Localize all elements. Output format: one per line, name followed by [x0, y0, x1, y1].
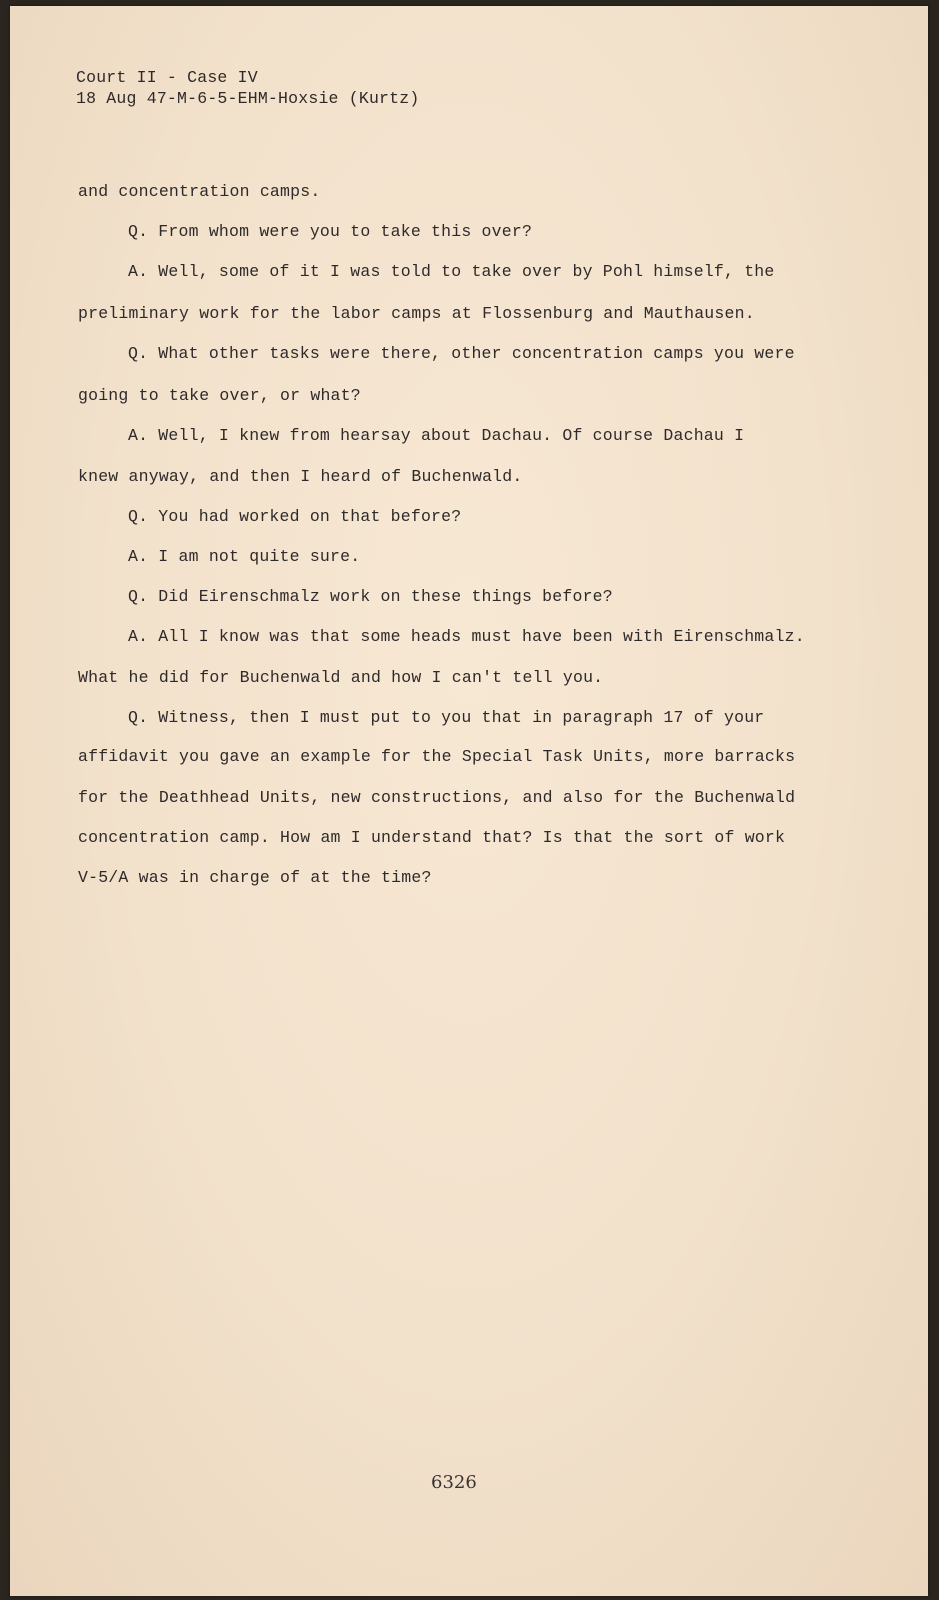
transcript-line: preliminary work for the labor camps at Flossenburg and Mauthausen. [78, 304, 755, 323]
question-line: Q. Did Eirenschmalz work on these things before? [128, 587, 613, 606]
transcript-line: for the Deathhead Units, new constructions, and also for the Buchenwald [78, 788, 796, 807]
transcript-line: knew anyway, and then I heard of Buchenwald. [78, 467, 523, 486]
transcript-line: affidavit you gave an example for the Special Task Units, more barracks [78, 747, 796, 766]
transcript-line: V-5/A was in charge of at the time? [78, 868, 432, 887]
transcript-line: What he did for Buchenwald and how I can't tell you. [78, 668, 604, 687]
answer-line: A. I am not quite sure. [128, 547, 361, 566]
answer-line: A. All I know was that some heads must have been with Eirenschmalz. [128, 627, 805, 646]
question-line: Q. What other tasks were there, other concentration camps you were [128, 344, 795, 363]
transcript-line: and concentration camps. [78, 182, 321, 201]
document-page [10, 6, 928, 1596]
question-line: Q. You had worked on that before? [128, 507, 462, 526]
page-number: 6326 [431, 1472, 477, 1493]
answer-line: A. Well, some of it I was told to take over by Pohl himself, the [128, 262, 775, 281]
transcript-line: going to take over, or what? [78, 386, 361, 405]
transcript-reference: 18 Aug 47-M-6-5-EHM-Hoxsie (Kurtz) [76, 89, 420, 108]
transcript-line: concentration camp. How am I understand that? Is that the sort of work [78, 828, 786, 847]
answer-line: A. Well, I knew from hearsay about Dachau. Of course Dachau I [128, 426, 745, 445]
question-line: Q. From whom were you to take this over? [128, 222, 533, 241]
case-header: Court II - Case IV [76, 68, 258, 87]
question-line: Q. Witness, then I must put to you that in paragraph 17 of your [128, 708, 765, 727]
